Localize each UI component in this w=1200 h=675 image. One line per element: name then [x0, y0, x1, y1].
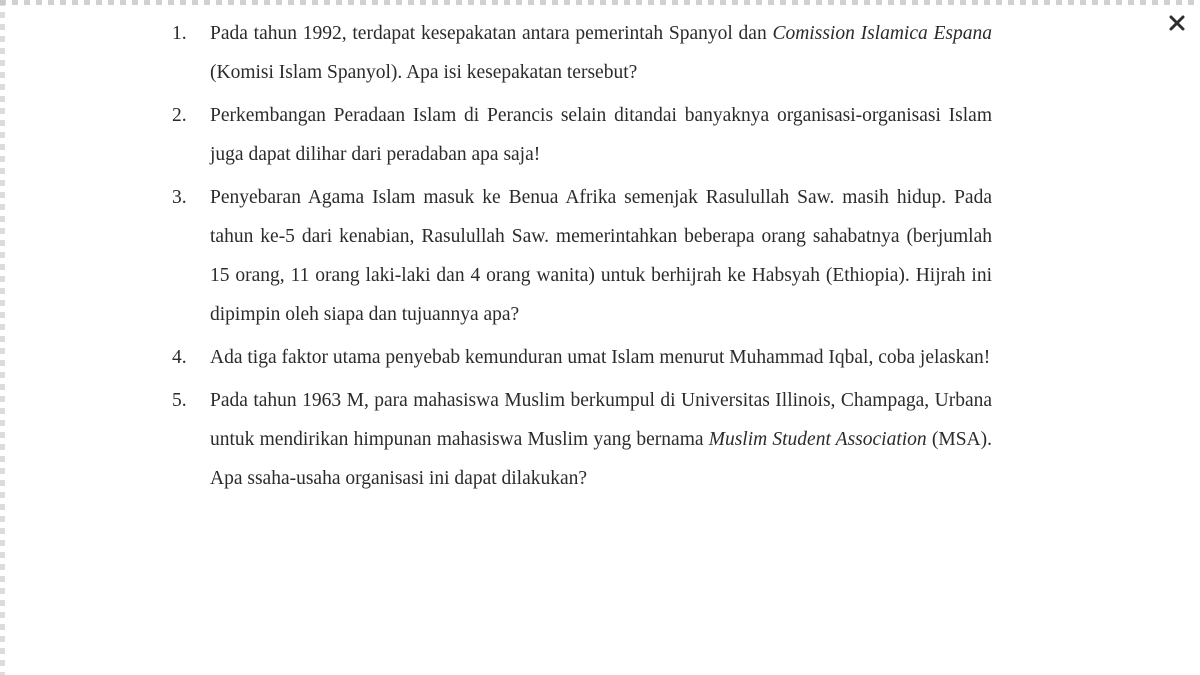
question-text-part: Ada tiga faktor utama penyebab kemunduran umat Islam menurut Muhammad Iqbal, coba jelaskan! [210, 347, 991, 368]
question-text [210, 178, 992, 334]
question-list [172, 14, 992, 502]
question-number: 1. [172, 23, 187, 44]
question-italic-term: Muslim Student Association [708, 429, 927, 450]
question-text-part: Pada tahun 1963 M, para mahasiswa Muslim berkumpul di Universitas Illinois, Champaga, Urbana untuk mendirikan himpunan mahasiswa Muslim yang bernama [210, 390, 992, 450]
question-number: 5. [172, 390, 187, 411]
question-number: 4. [172, 347, 187, 368]
question-text-part: Pada tahun 1992, terdapat kesepakatan antara pemerintah Spanyol dan [210, 23, 773, 44]
question-text-part: Perkembangan Peradaan Islam di Perancis selain ditandai banyaknya organisasi-organisasi Islam juga dapat dilihar dari peradaban apa saja! [210, 105, 992, 165]
question-item [172, 338, 992, 377]
question-text-part: (MSA). Apa ssaha-usaha organisasi ini dapat dilakukan? [210, 429, 992, 489]
top-edge-divider [0, 0, 1200, 5]
question-number: 3. [172, 187, 187, 208]
close-icon [1168, 14, 1186, 32]
question-text-part: Penyebaran Agama Islam masuk ke Benua Afrika semenjak Rasulullah Saw. masih hidup. Pada tahun ke-5 dari kenabian, Rasulullah Saw. memerintahkan beberapa orang sahabatnya (berjumlah 15 orang, 11 orang laki-laki dan 4 orang wanita) untuk berhijrah ke Habsyah (Ethiopia). Hijrah ini dipimpin oleh siapa dan tujuannya apa? [210, 187, 992, 325]
question-text [210, 381, 992, 498]
close-button[interactable] [1162, 8, 1192, 38]
question-item [172, 96, 992, 174]
left-edge-divider [0, 0, 5, 675]
question-item [172, 14, 992, 92]
question-text-part: (Komisi Islam Spanyol). Apa isi kesepakatan tersebut? [210, 62, 638, 83]
question-text [210, 96, 992, 174]
question-item [172, 178, 992, 334]
question-italic-term: Comission Islamica Espana [772, 23, 993, 44]
question-number: 2. [172, 105, 187, 126]
question-item [172, 381, 992, 498]
question-text [210, 14, 992, 92]
question-text [210, 338, 992, 377]
